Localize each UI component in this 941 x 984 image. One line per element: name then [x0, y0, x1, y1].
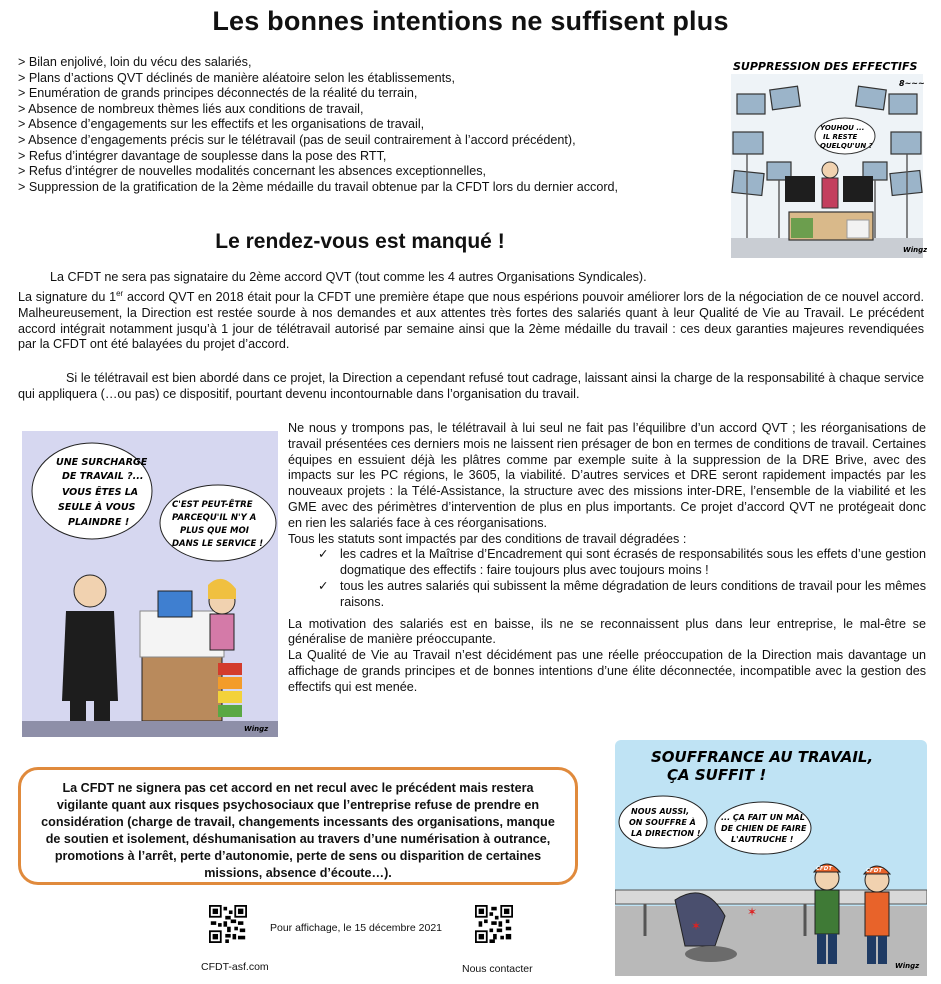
conclusion-box: La CFDT ne signera pas cet accord en net recul avec le précédent mais restera vigilante quant aux risques psychosociaux que l’entreprise refuse de prendre en considération (charge de travail, changements incessants des organisations, manque de soutien et isolement, déshumanisation au travers d’une numérisation à outrance, promotions à l’arrêt, perte d’autonomie, perte de sens ou disparition de certaines missions, absence d’écoute…). — [18, 767, 578, 885]
checklist-item: ✓ tous les autres salariés qui subissent la même dégradation de leurs conditions de travail pour les mêmes raisons. — [288, 579, 926, 611]
star-icon: ✶ — [691, 919, 702, 933]
cartoon3-left-line: ON SOUFFRE À — [629, 818, 696, 827]
cartoon-suppression-effectifs — [727, 52, 927, 260]
helmet-label: CFDT — [816, 866, 833, 872]
list-item: > Absence d’engagements précis sur le télétravail (pas de seuil contrairement à l’accord précédent), — [18, 132, 576, 147]
cartoon3-right-line: L'AUTRUCHE ! — [731, 835, 794, 844]
cartoon2-left-line: DE TRAVAIL ?... — [62, 471, 144, 482]
section-subtitle: Le rendez-vous est manqué ! — [215, 230, 505, 253]
paragraph-body: La Qualité de Vie au Travail n’est décidément pas une réelle préoccupation de la Direction mais davantage un affichage de grands principes et de bonnes intentions d’une élite déconnectée, incompatible avec la gestion des effectifs qui est menée. — [288, 648, 926, 694]
cartoon2-left-line: UNE SURCHARGE — [56, 457, 148, 468]
grievance-list — [18, 55, 723, 195]
cartoon1-bubble-line: QUELQU'UN ? — [820, 142, 873, 150]
cartoon2-left-line: SEULE À VOUS — [58, 502, 136, 513]
check-icon: ✓ — [318, 578, 329, 593]
cartoon3-signature: Wingz — [895, 962, 920, 970]
list-item: > Absence de nombreux thèmes liés aux conditions de travail, — [18, 101, 364, 116]
list-item: > Refus d’intégrer davantage de souplesse dans la pose des RTT, — [18, 148, 387, 163]
cartoon-surcharge-travail — [22, 431, 278, 737]
list-item: > Suppression de la gratification de la 2ème médaille du travail obtenue par la CFDT lors du dernier accord, — [18, 179, 619, 194]
paragraph-reorganisations — [288, 421, 926, 696]
paragraph-line: La CFDT ne sera pas signataire du 2ème accord QVT (tout comme les 4 autres Organisations Syndicales). — [50, 270, 647, 284]
star-icon: ✶ — [747, 905, 758, 919]
paragraph-teletravail: Si le télétravail est bien abordé dans ce projet, la Direction a cependant refusé tout cadrage, laissant ainsi la charge de la responsabilité à chaque service qui appliquera (…ou pas) ce dispositif, pourtant devenu incontournable dans l’organisation du travail. — [18, 371, 924, 401]
cartoon3-caption-line: ÇA SUFFIT ! — [667, 766, 767, 784]
cartoon2-right-line: PLUS QUE MOI — [180, 526, 249, 536]
paragraph-body: La signature du 1er accord QVT en 2018 était pour la CFDT une première étape que nous espérions pouvoir améliorer lors de la négociation de ce nouvel accord. Malheureusement, la Direction est restée sourde à nos demandes et aux attentes très fortes des salariés quant à leur Qualité de Vie au Travail. Le précédent accord intégrait notamment jusqu’à 1 jour de télétravail autorisé par semaine ainsi que la 2ème médaille du travail : ces deux garanties majeures revendiquées par la CFDT ont été balayées du projet d’accord. — [18, 288, 924, 352]
cartoon2-right-line: DANS LE SERVICE ! — [172, 539, 264, 549]
cartoon2-left-line: VOUS ÊTES LA — [62, 487, 139, 498]
qr-code-contact[interactable] — [475, 905, 513, 948]
cartoon1-bubble-line: IL RESTE — [823, 133, 858, 141]
cartoon3-right-line: ... ÇA FAIT UN MAL — [721, 813, 805, 822]
helmet-label: CFDT — [866, 868, 883, 874]
paragraph-body: Ne nous y trompons pas, le télétravail à lui seul ne fait pas l’équilibre d’un accord QVT ; les réorganisations de travail présentées ces derniers mois ne laissent rien présager de bon en termes de conditions de travail. Certaines équipes en essuient déjà les plâtres comme par exemple suite à la suppression de la DRE Brive, avec des impacts sur les PC régions, le 3605, la viabilité. D’autres services et DRE seront rapidement impactés par les nouveaux projets : la Télé-Assistance, la structure avec des missions inter-DRE, l’ensemble de la viabilité et les GME avec des périmètres d’intervention de plus en plus importants. Ce projet d’accord QVT ne protégeait donc en rien les salariés face à ces réorganisations. — [288, 421, 926, 530]
qr-code-site[interactable] — [209, 905, 247, 948]
cartoon1-bubble-line: YOUHOU ... — [820, 124, 865, 132]
cartoon3-left-line: LA DIRECTION ! — [631, 829, 701, 838]
cartoon-souffrance-travail — [615, 740, 927, 976]
list-item: > Bilan enjolivé, loin du vécu des salariés, — [18, 55, 252, 69]
list-item: > Enumération de grands principes déconnectés de la réalité du terrain, — [18, 86, 418, 101]
check-icon: ✓ — [318, 547, 329, 562]
cartoon1-sound: 8~~~ — [899, 79, 925, 88]
cartoon2-left-line: PLAINDRE ! — [68, 517, 130, 528]
paragraph-line: Tous les statuts sont impactés par des conditions de travail dégradées : — [288, 531, 687, 546]
paragraph-intro — [18, 270, 924, 353]
cartoon3-left-line: NOUS AUSSI, — [631, 807, 690, 816]
checklist-item: ✓ les cadres et la Maîtrise d’Encadrement qui sont écrasés de responsabilités sous les effets d’une gestion dogmatique des effectifs : faire toujours plus avec toujours moins ! — [288, 547, 926, 579]
list-item: > Plans d’actions QVT déclinés de manière aléatoire selon les établissements, — [18, 70, 455, 85]
list-item: > Refus d’intégrer de nouvelles modalités concernant les absences exceptionnelles, — [18, 164, 486, 179]
cartoon2-signature: Wingz — [244, 725, 269, 733]
cartoon2-right-line: C'EST PEUT-ÊTRE — [172, 500, 253, 510]
cartoon1-signature: Wingz — [903, 246, 927, 254]
paragraph-body: La motivation des salariés est en baisse, ils ne se reconnaissent plus dans leur entreprise, le mal-être se généralise de manière préoccupante. — [288, 616, 926, 647]
affichage-date: Pour affichage, le 15 décembre 2021 — [270, 922, 443, 934]
cartoon1-caption: SUPPRESSION DES EFFECTIFS — [733, 60, 918, 73]
list-item: > Absence d’engagements sur les effectifs et les organisations de travail, — [18, 117, 425, 132]
site-link[interactable]: CFDT-asf.com — [201, 961, 269, 973]
cartoon2-right-line: PARCEQU'IL N'Y A — [172, 513, 257, 523]
cartoon3-caption-line: SOUFFRANCE AU TRAVAIL, — [651, 748, 874, 766]
cartoon3-right-line: DE CHIEN DE FAIRE — [721, 824, 807, 833]
contact-link[interactable]: Nous contacter — [462, 963, 533, 975]
page-title: Les bonnes intentions ne suffisent plus — [212, 6, 729, 36]
